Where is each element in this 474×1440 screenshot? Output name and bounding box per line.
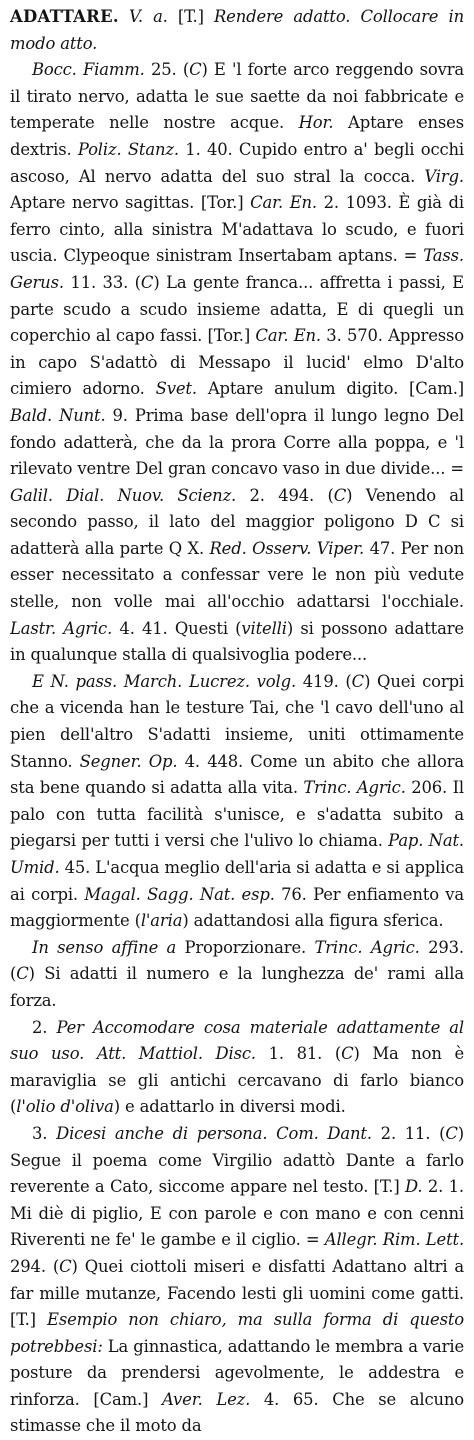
text-run: 2. 1093. È già di ferro cinto, alla sinistra M'adattava lo scudo, e fuori uscia. Clypeoque sinistram Insertabam aptans. = bbox=[10, 193, 464, 266]
text-run: ) Si adatti il numero e la lunghezza de' rami alla forza. bbox=[10, 964, 464, 1010]
text-run: 2. 494. ( bbox=[236, 485, 334, 505]
italic-run: Tass. Gerus. bbox=[10, 246, 464, 292]
italic-run: Car. En. bbox=[255, 326, 321, 346]
text-run: ) E 'l forte arco reggendo sovra il tirato nervo, adatta le sue saette da noi fabbricate e temperate nelle nostre acque. bbox=[10, 60, 465, 133]
italic-run: C bbox=[333, 485, 347, 505]
text-run: ) Segue il poema come Virgilio adattò Dante a farlo reverente a Cato, siccome appare nel testo. [T.] bbox=[10, 1123, 464, 1197]
sense-2-paragraph bbox=[10, 1015, 464, 1121]
italic-run: Aver. Lez. bbox=[162, 1389, 251, 1409]
italic-run: C bbox=[341, 1044, 354, 1064]
text-run: 4. 448. Come un abito che allora sta bene quando si adatta alla vita. bbox=[10, 751, 465, 798]
text-run: La ginnastica, adattando le membra a varie posture da prendersi agevolmente, le addestra e rinforza. [Cam.] bbox=[10, 1336, 464, 1409]
definition-text: Rendere adatto. Collocare in modo atto. bbox=[10, 7, 464, 53]
text-run: ) Venendo al secondo passo, il lato del maggior poligono D C si adatterà alla parte Q X. bbox=[10, 485, 464, 558]
text-run: Proporzionare. bbox=[176, 937, 315, 957]
grammar-label: V. a. bbox=[129, 7, 168, 26]
italic-run: Allegr. Rim. Lett. bbox=[324, 1230, 465, 1250]
text-run: 4. 41. Questi ( bbox=[112, 618, 242, 638]
text-run: 2. bbox=[32, 1017, 57, 1037]
italic-run: Red. Osserv. Viper. bbox=[209, 538, 365, 558]
text-run: ) Quei corpi che a vicenda han le testure Tai, che 'l cavo dell'uno al pien dell'altro S'adatti insieme, uniti ottimamente Stanno. bbox=[10, 671, 465, 771]
text-run: 419. ( bbox=[296, 671, 352, 691]
text-run: ) La gente franca... affretta i passi, E parte scudo a scudo insieme adatta, E di quegli un coperchio al capo fassi. [Tor.] bbox=[10, 272, 464, 346]
text-run: ) adattandosi alla figura sferica. bbox=[182, 911, 444, 931]
text-run: Aptare enses dextris. bbox=[10, 113, 464, 159]
text-run: 3. bbox=[32, 1123, 57, 1143]
entry-definition bbox=[10, 4, 464, 57]
italic-run: Svet. bbox=[155, 379, 197, 399]
tag-label: [T.] bbox=[177, 7, 204, 26]
italic-run: C bbox=[189, 60, 202, 80]
text-run: 1. 81. ( bbox=[255, 1044, 342, 1064]
italic-run: D. bbox=[405, 1177, 423, 1197]
text-run: 2. 1. Mi diè di piglio, E con parole e con mano e con cenni Riverenti ne fe' le gambe e il ciglio. = bbox=[10, 1177, 464, 1250]
italic-run: Magal. Sagg. Nat. esp. bbox=[84, 884, 275, 904]
italic-run: Segner. Op. bbox=[79, 751, 178, 771]
sense-3-paragraph bbox=[10, 1121, 464, 1440]
text-run: 25. ( bbox=[144, 60, 190, 80]
text-run: 1. 40. Cupido entro a' begli occhi ascoso, Al nervo adatta del suo stral la cocca. bbox=[10, 139, 464, 186]
text-run: ) Quei ciottoli miseri e disfatti Adattano altri a far mille mutanze, Facendo lesti gli uomini come gatti. [T.] bbox=[10, 1256, 465, 1330]
italic-run: Bocc. Fiamm. bbox=[32, 60, 145, 80]
italic-run: Pap. Nat. Umid. bbox=[10, 831, 464, 877]
italic-run: E N. pass. March. Lucrez. volg. bbox=[32, 671, 297, 691]
text-run: 11. 33. ( bbox=[63, 272, 141, 292]
italic-run: l'aria bbox=[140, 911, 183, 931]
italic-run: Trinc. Agric. bbox=[314, 937, 420, 957]
italic-run: C bbox=[59, 1256, 72, 1276]
italic-run: l'olio d'oliva bbox=[16, 1097, 114, 1117]
headword: ADATTARE. bbox=[10, 7, 119, 26]
neuter-passive-paragraph bbox=[10, 669, 464, 935]
text-run: 294. ( bbox=[10, 1256, 60, 1276]
text-run: 206. Il palo con tutta facilità s'unisce, e s'adatta subito a piegarsi per tutti i versi che l'ulivo lo chiama. bbox=[10, 778, 464, 851]
dictionary-entry bbox=[10, 4, 464, 1440]
text-run: 3. 570. Appresso in capo S'adattò di Messapo il lucid' elmo D'alto cimiero adorno. bbox=[10, 326, 464, 399]
text-run: ) Ma non è maraviglia se gli antichi cercavano di farlo bianco ( bbox=[10, 1044, 464, 1117]
italic-run: Per Accomodare cosa materiale adattamente al suo uso. Att. Mattiol. Disc. bbox=[10, 1017, 464, 1064]
italic-run: Lastr. Agric. bbox=[10, 618, 113, 638]
italic-run: Car. En. bbox=[250, 193, 317, 213]
citations-paragraph bbox=[10, 57, 464, 669]
italic-run: C bbox=[351, 671, 365, 691]
text-run: Aptare nervo sagittas. [Tor.] bbox=[10, 193, 251, 213]
italic-run: C bbox=[16, 964, 29, 984]
italic-run: Hor. bbox=[298, 113, 334, 133]
italic-run: Poliz. Stanz. bbox=[77, 139, 179, 159]
italic-run: C bbox=[140, 272, 154, 292]
figurative-sense-paragraph bbox=[10, 935, 464, 1015]
italic-run: Esempio non chiaro, ma sulla forma di questo potrebbesi: bbox=[10, 1310, 464, 1356]
text-run: 9. Prima base dell'opra il lungo legno Del fondo adatterà, che da la prora Corre alla poppa, e 'l rilevato ventre Del gran concavo vaso in due divide... = bbox=[10, 405, 464, 479]
italic-run: Trinc. Agric. bbox=[303, 778, 406, 798]
italic-run: In senso affine a bbox=[32, 937, 177, 957]
italic-run: Galil. Dial. Nuov. Scienz. bbox=[10, 485, 237, 505]
text-run: 4. 65. Che se alcuno stimasse che il moto da bbox=[10, 1389, 465, 1436]
italic-run: Dicesi anche di persona. Com. Dant. bbox=[56, 1123, 372, 1143]
text-run: 293. ( bbox=[10, 937, 464, 984]
italic-run: vitelli bbox=[241, 618, 287, 638]
text-run: Aptare anulum digito. [Cam.] bbox=[196, 379, 464, 399]
text-run: 2. 11. ( bbox=[371, 1123, 446, 1143]
text-run: 76. Per enfiamento va maggiormente ( bbox=[10, 884, 464, 931]
italic-run: Bald. Nunt. bbox=[10, 405, 106, 425]
text-run: 47. Per non esser necessitato a confessar vere le non più vedute stelle, non volle mai all'occhio adattarsi l'occhiale. bbox=[10, 538, 464, 612]
text-run: 45. L'acqua meglio dell'aria si adatta e si applica ai corpi. bbox=[10, 858, 464, 904]
italic-run: C bbox=[445, 1123, 458, 1143]
text-run: ) si possono adattare in qualunque stalla di qualsivoglia podere... bbox=[10, 618, 464, 665]
italic-run: Virg. bbox=[424, 166, 464, 186]
text-run: ) e adattarlo in diversi modi. bbox=[113, 1097, 346, 1117]
